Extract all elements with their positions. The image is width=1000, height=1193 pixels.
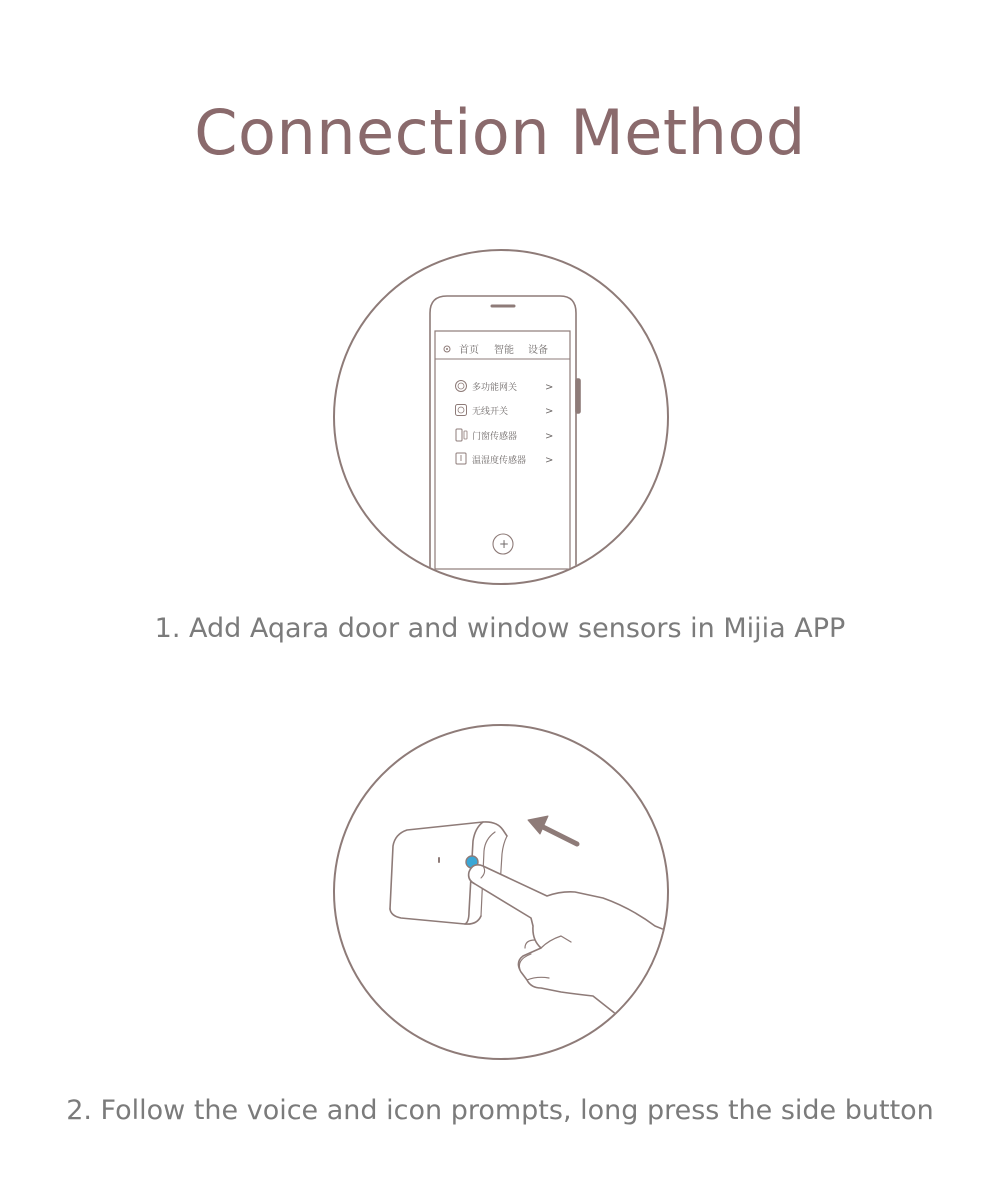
step-1-illustration [333, 249, 669, 585]
tab-home: 首页 [459, 345, 479, 356]
chevron-right-icon: > [545, 431, 554, 442]
step-1-caption: 1. Add Aqara door and window sensors in Mijia APP [154, 613, 846, 644]
tab-devices: 设备 [528, 345, 548, 356]
arrow-icon [528, 816, 577, 844]
chevron-right-icon: > [545, 455, 554, 466]
step-2-illustration [333, 724, 669, 1060]
hand [469, 865, 669, 1048]
phone-screen [435, 331, 570, 569]
plus-icon: + [499, 537, 510, 551]
device-label-gateway: 多功能网关 [472, 383, 518, 393]
tab-smart: 智能 [494, 345, 514, 356]
hand-press-illustration [335, 726, 669, 1060]
device-label-door-sensor: 门窗传感器 [472, 432, 518, 442]
device-label-switch: 无线开关 [472, 407, 509, 417]
gateway-icon [456, 381, 467, 392]
chevron-right-icon: > [545, 382, 554, 393]
page-title: Connection Method [194, 96, 806, 169]
device-label-temp-sensor: 温湿度传感器 [472, 456, 527, 466]
step-2-caption: 2. Follow the voice and icon prompts, long press the side button [66, 1095, 934, 1126]
wireless-switch-icon [456, 405, 467, 416]
chevron-right-icon: > [545, 406, 554, 417]
phone-illustration [335, 251, 669, 585]
phone-side-button [576, 379, 580, 413]
door-sensor-icon [456, 429, 462, 441]
